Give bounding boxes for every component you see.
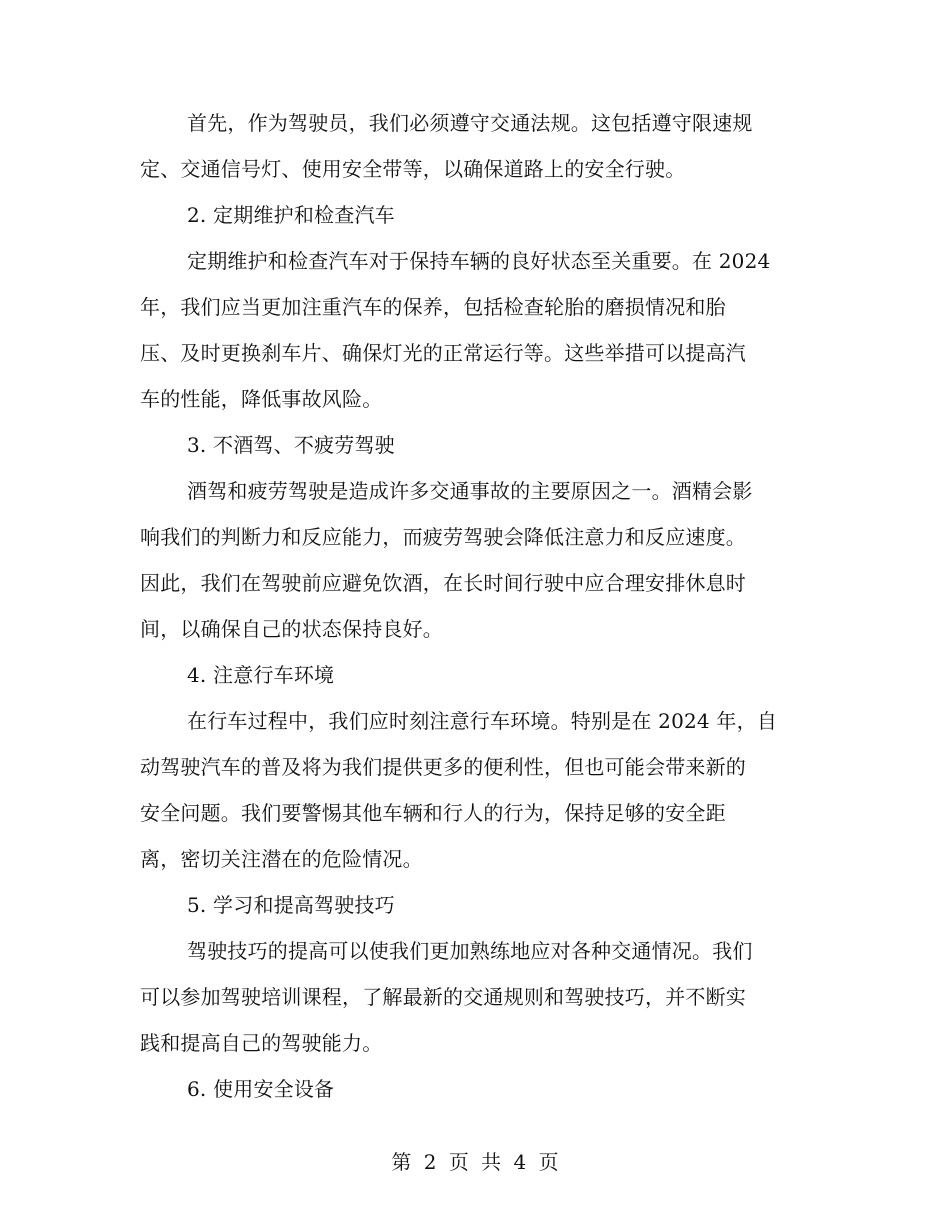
paragraph-line: 定期维护和检查汽车对于保持车辆的良好状态至关重要。在 2024 [187,249,771,273]
paragraph-line: 动驾驶汽车的普及将为我们提供更多的便利性，但也可能会带来新的 [140,755,746,779]
paragraph-line: 在行车过程中，我们应时刻注意行车环境。特别是在 2024 年，自 [187,709,778,733]
paragraph-line: 压、及时更换刹车片、确保灯光的正常运行等。这些举措可以提高汽 [140,341,746,365]
paragraph-line: 践和提高自己的驾驶能力。 [140,1031,383,1055]
paragraph-line: 车的性能，降低事故风险。 [140,387,383,411]
paragraph-line: 因此，我们在驾驶前应避免饮酒，在长时间行驶中应合理安排休息时 [140,571,746,595]
paragraph-line: 驾驶技巧的提高可以使我们更加熟练地应对各种交通情况。我们 [187,939,753,963]
paragraph-line: 可以参加驾驶培训课程，了解最新的交通规则和驾驶技巧，并不断实 [140,985,746,1009]
section-heading: 3. 不酒驾、不疲劳驾驶 [187,433,395,457]
paragraph-line: 定、交通信号灯、使用安全带等，以确保道路上的安全行驶。 [140,157,686,181]
section-heading: 2. 定期维护和检查汽车 [187,203,395,227]
paragraph-line: 年，我们应当更加注重汽车的保养，包括检查轮胎的磨损情况和胎 [140,295,726,319]
page-number-footer: 第 2 页 共 4 页 [391,1150,559,1174]
paragraph-line: 间，以确保自己的状态保持良好。 [140,617,443,641]
section-heading: 4. 注意行车环境 [187,663,335,687]
paragraph-line: 响我们的判断力和反应能力，而疲劳驾驶会降低注意力和反应速度。 [140,525,746,549]
paragraph-line: 酒驾和疲劳驾驶是造成许多交通事故的主要原因之一。酒精会影 [187,479,753,503]
section-heading: 5. 学习和提高驾驶技巧 [187,893,395,917]
section-heading: 6. 使用安全设备 [187,1077,335,1101]
paragraph-line: 安全问题。我们要警惕其他车辆和行人的行为，保持足够的安全距 [140,801,726,825]
paragraph-line: 离，密切关注潜在的危险情况。 [140,847,423,871]
paragraph-line: 首先，作为驾驶员，我们必须遵守交通法规。这包括遵守限速规 [187,111,753,135]
